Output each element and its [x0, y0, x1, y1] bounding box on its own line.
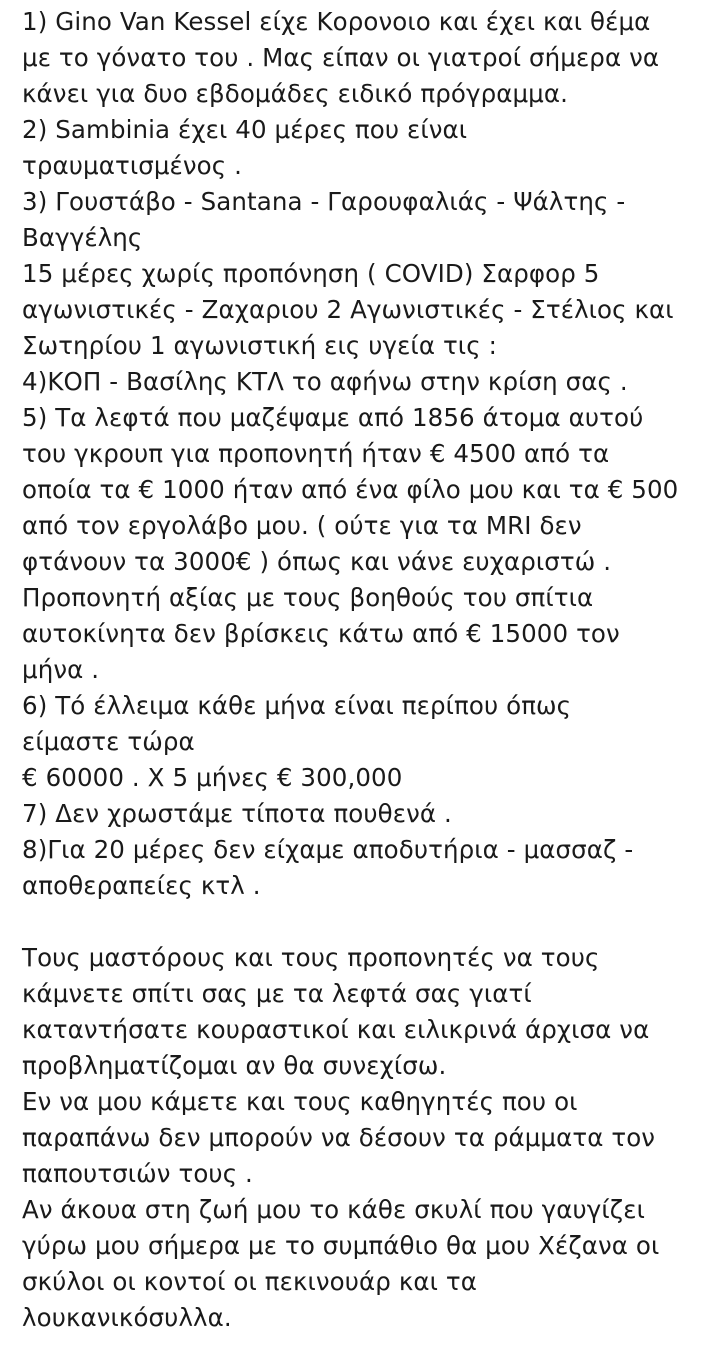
text-line: τραυματισμένος .: [22, 151, 242, 180]
text-line: 2) Sambinia έχει 40 μέρες που είναι: [22, 115, 468, 144]
text-line: οποία τα € 1000 ήταν από ένα φίλο μου και τα € 500: [22, 475, 679, 504]
paragraph-break: [22, 904, 712, 940]
text-line: αυτοκίνητα δεν βρίσκεις κάτω από € 15000 τον: [22, 619, 620, 648]
text-line: 3) Γουστάβο - Santana - Γαρουφαλιάς - Ψάλτης -: [22, 187, 626, 216]
text-line: μήνα .: [22, 655, 100, 684]
text-line: 1) Gino Van Kessel είχε Κορονοιο και έχει και θέμα: [22, 7, 651, 36]
text-line: Προπονητή αξίας με τους βοηθούς του σπίτια: [22, 583, 594, 612]
text-line: Σωτηρίου 1 αγωνιστική εις υγεία τις :: [22, 331, 497, 360]
text-line: κάνει για δυο εβδομάδες ειδικό πρόγραμμα.: [22, 79, 568, 108]
text-line: λουκανικόσυλλα.: [22, 1303, 232, 1332]
text-line: γύρω μου σήμερα με το συμπάθιο θα μου Χέζανα οι: [22, 1231, 660, 1260]
text-line: Αν άκουα στη ζωή μου το κάθε σκυλί που γαυγίζει: [22, 1195, 645, 1224]
text-line: Εν να μου κάμετε και τους καθηγητές που οι: [22, 1087, 578, 1116]
text-line: 7) Δεν χρωστάμε τίποτα πουθενά .: [22, 799, 452, 828]
text-line: € 60000 . Χ 5 μήνες € 300,000: [22, 763, 403, 792]
text-line: Τους μαστόρους και τους προπονητές να τους: [22, 943, 600, 972]
text-line: κάμνετε σπίτι σας με τα λεφτά σας γιατί: [22, 979, 532, 1008]
text-line: παραπάνω δεν μπορούν να δέσουν τα ράμματα τον: [22, 1123, 656, 1152]
text-line: 15 μέρες χωρίς προπόνηση ( COVID) Σαρφορ 5: [22, 259, 600, 288]
text-line: καταντήσατε κουραστικοί και ειλικρινά άρχισα να: [22, 1015, 650, 1044]
text-line: αγωνιστικές - Ζαχαριου 2 Αγωνιστικές - Στέλιος και: [22, 295, 674, 324]
text-line: προβληματίζομαι αν θα συνεχίσω.: [22, 1051, 447, 1080]
text-line: φτάνουν τα 3000€ ) όπως και νάνε ευχαριστώ .: [22, 547, 612, 576]
post-text: [22, 4, 712, 1336]
text-line: 8)Για 20 μέρες δεν είχαμε αποδυτήρια - μασσαζ -: [22, 835, 634, 864]
text-line: παπουτσιών τους .: [22, 1159, 253, 1188]
text-line: με το γόνατο του . Μας είπαν οι γιατροί σήμερα να: [22, 43, 660, 72]
text-line: 5) Τα λεφτά που μαζέψαμε από 1856 άτομα αυτού: [22, 403, 644, 432]
text-line: του γκρουπ για προπονητή ήταν € 4500 από τα: [22, 439, 610, 468]
text-line: αποθεραπείες κτλ .: [22, 871, 261, 900]
text-line: από τον εργολάβο μου. ( ούτε για τα MRI δεν: [22, 511, 582, 540]
text-line: είμαστε τώρα: [22, 727, 195, 756]
text-line: Βαγγέλης: [22, 223, 143, 252]
text-line: σκύλοι οι κοντοί οι πεκινουάρ και τα: [22, 1267, 478, 1296]
text-line: 6) Τό έλλειμα κάθε μήνα είναι περίπου όπως: [22, 691, 572, 720]
text-line: 4)ΚΟΠ - Βασίλης ΚΤΛ το αφήνω στην κρίση σας .: [22, 367, 628, 396]
